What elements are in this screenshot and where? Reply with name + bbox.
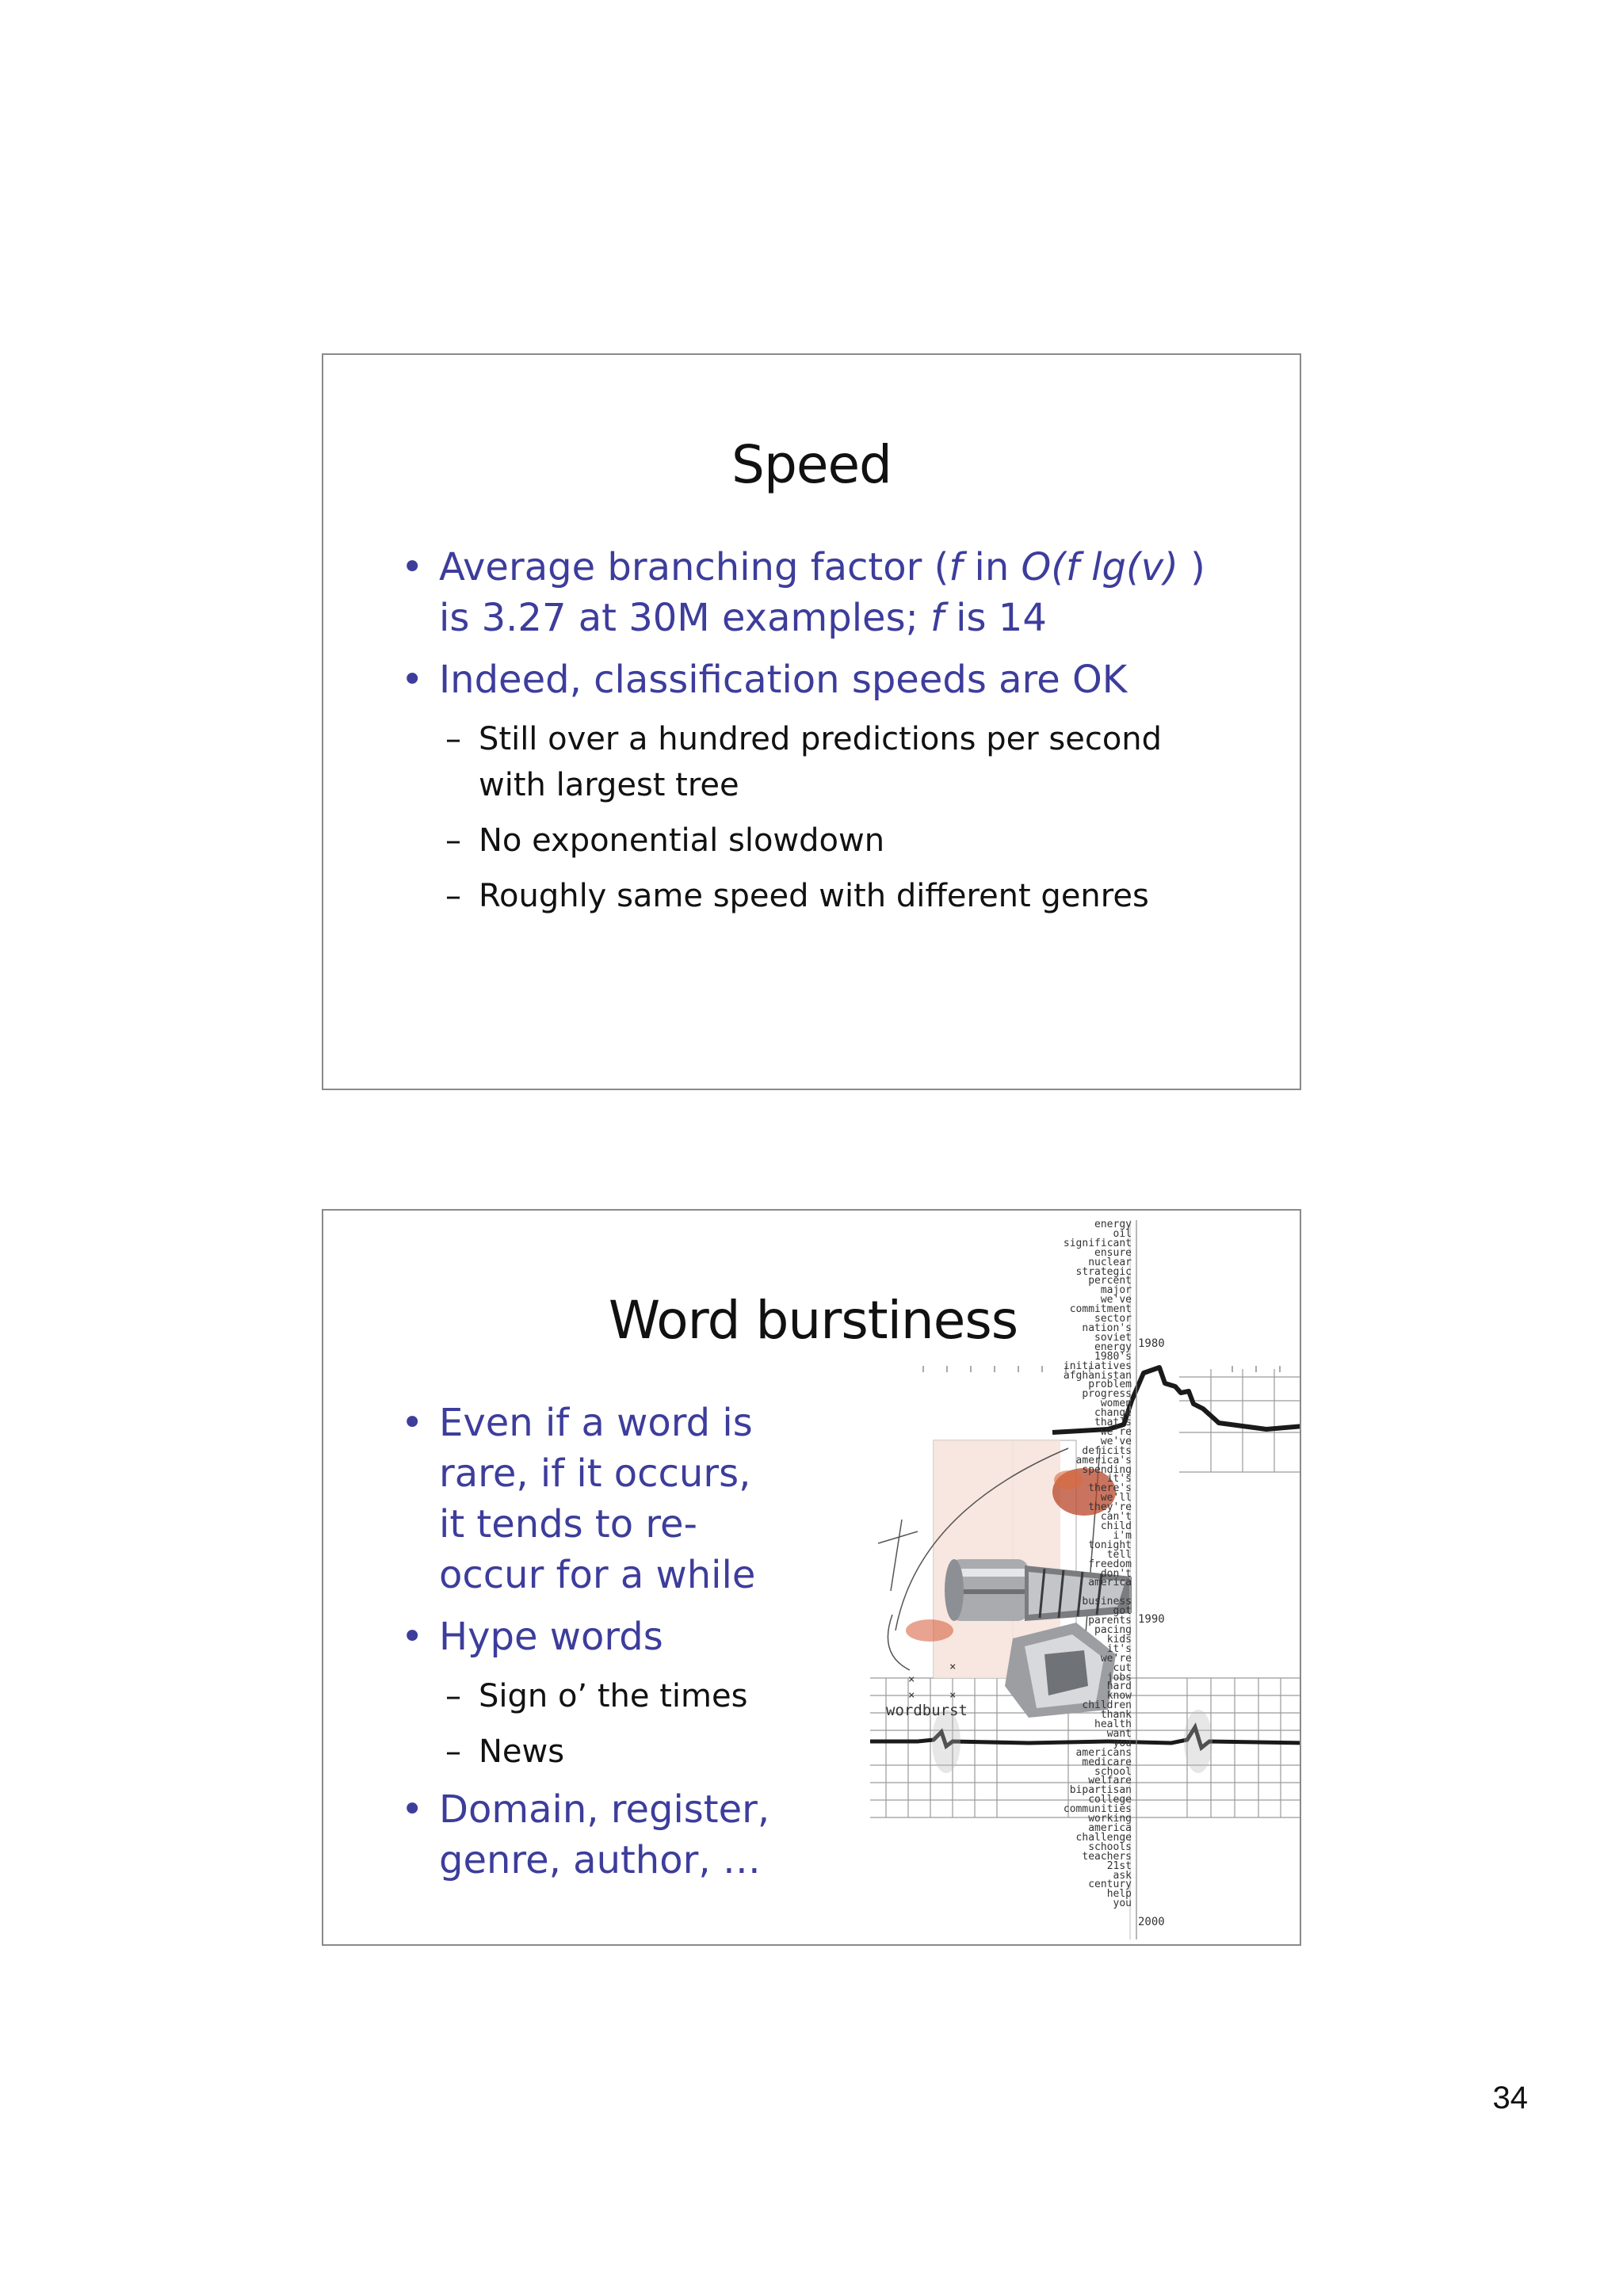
text-run: ) is 3.27 at 30M examples;	[439, 545, 1205, 640]
bullet-list	[399, 542, 1224, 929]
sub-bullet-item: – Roughly same speed with different genres	[445, 873, 1224, 919]
slide-title: Speed	[731, 434, 892, 495]
svg-text:×: ×	[908, 1673, 915, 1686]
sub-bullet-item: – Sign o’ the times	[445, 1673, 772, 1719]
word-column: energy oil significant ensure nuclear strategic percent major we've commitment sector nation's soviet energy 1980's initiatives afghanistan problem progress women change that's we're we've deficits america's spending it's there's we'll they're can't child i'm tonight tell freedom don't america business got parents pacing kids it's we're cut jobs hard know children thank health want you americans medicare school welfare bipartisan college communities working america challenge schools teachers 21st ask century help you	[1063, 1219, 1132, 1910]
sub-bullet-item: – No exponential slowdown	[445, 818, 1224, 864]
sub-bullet-list	[445, 1673, 772, 1775]
sub-bullet-item: – Still over a hundred predictions per second with largest tree	[445, 716, 1224, 808]
text-run: Average branching factor (	[439, 545, 949, 589]
sub-bullet-list	[445, 716, 1224, 919]
wordburst-label: wordburst	[886, 1702, 968, 1719]
sub-bullet-item: – News	[445, 1729, 772, 1775]
bullet-item: • Even if a word is rare, if it occurs, it tends to re-occur for a while	[399, 1398, 772, 1600]
slide-word-burstiness	[322, 1209, 1301, 1946]
year-label: 1990	[1138, 1613, 1165, 1626]
year-label: 1980	[1138, 1337, 1165, 1350]
bullet-item	[399, 542, 1224, 643]
slide-speed	[322, 353, 1301, 1090]
text-run: is 14	[943, 596, 1047, 640]
slide-title: Word burstiness	[608, 1290, 1018, 1351]
year-label: 2000	[1138, 1916, 1165, 1928]
page-number: 34	[1492, 2081, 1528, 2115]
bullet-item: • Indeed, classification speeds are OK	[399, 654, 1224, 705]
bullet-list	[399, 1398, 772, 1897]
bullet-item: • Domain, register, genre, author, …	[399, 1784, 772, 1886]
italic-text: O(f lg(v)	[1021, 545, 1178, 589]
svg-text:×: ×	[949, 1689, 957, 1702]
bullet-item: • Hype words	[399, 1611, 772, 1662]
italic-text: f	[949, 545, 963, 589]
svg-text:×: ×	[908, 1689, 915, 1702]
italic-text: f	[930, 596, 944, 640]
svg-text:×: ×	[949, 1661, 957, 1673]
text-run: in	[962, 545, 1022, 589]
wordburst-illustration	[870, 1211, 1301, 1946]
